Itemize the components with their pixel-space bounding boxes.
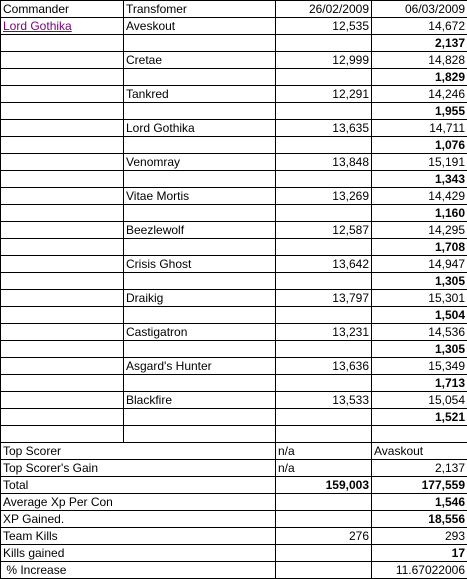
commander-link[interactable]: Lord Gothika xyxy=(3,19,72,33)
cell[interactable] xyxy=(276,341,372,358)
cell[interactable] xyxy=(1,341,124,358)
cell[interactable] xyxy=(276,494,372,511)
top-scorer-c3[interactable]: n/a xyxy=(276,443,372,460)
xp-date-1[interactable]: 12,999 xyxy=(276,52,372,69)
gain-row xyxy=(1,273,467,290)
cell[interactable] xyxy=(276,205,372,222)
total-date-2[interactable]: 177,559 xyxy=(372,477,467,494)
cell[interactable] xyxy=(1,154,124,171)
xp-date-1[interactable]: 13,635 xyxy=(276,120,372,137)
gain-row xyxy=(1,375,467,392)
xp-date-2[interactable]: 14,828 xyxy=(372,52,467,69)
cell[interactable] xyxy=(276,545,372,562)
gain-row xyxy=(1,103,467,120)
cell[interactable] xyxy=(124,273,276,290)
team-kills-date-1[interactable]: 276 xyxy=(276,528,372,545)
transformer-row xyxy=(1,324,467,341)
cell[interactable] xyxy=(1,290,124,307)
top-gain-value[interactable]: 2,137 xyxy=(372,460,467,477)
cell[interactable] xyxy=(1,188,124,205)
percent-value[interactable]: 11.67022006 xyxy=(372,562,467,579)
header-date-2[interactable]: 06/03/2009 xyxy=(372,1,467,18)
header-date-1[interactable]: 26/02/2009 xyxy=(276,1,372,18)
cell[interactable] xyxy=(276,307,372,324)
xp-date-1[interactable]: 13,642 xyxy=(276,256,372,273)
xp-date-2[interactable]: 15,191 xyxy=(372,154,467,171)
kills-gained-row xyxy=(1,545,467,562)
cell[interactable] xyxy=(124,137,276,154)
cell[interactable] xyxy=(1,120,124,137)
gain-row xyxy=(1,69,467,86)
cell[interactable] xyxy=(276,137,372,154)
cell[interactable] xyxy=(124,35,276,52)
transformer-name[interactable]: Draikig xyxy=(124,290,276,307)
data-body xyxy=(1,18,467,426)
total-row xyxy=(1,477,467,494)
transformer-row xyxy=(1,290,467,307)
percent-row xyxy=(1,562,467,579)
cell[interactable] xyxy=(124,375,276,392)
xp-date-1[interactable]: 12,291 xyxy=(276,86,372,103)
cell[interactable] xyxy=(1,273,124,290)
transformer-name[interactable]: Cretae xyxy=(124,52,276,69)
cell[interactable] xyxy=(1,358,124,375)
transformer-row xyxy=(1,120,467,137)
transformer-row xyxy=(1,188,467,205)
cell[interactable] xyxy=(276,562,372,579)
cell[interactable] xyxy=(1,375,124,392)
kills-gained-label[interactable]: Kills gained xyxy=(1,545,276,562)
spacer-row xyxy=(1,426,467,443)
xp-date-2[interactable]: 14,947 xyxy=(372,256,467,273)
cell[interactable] xyxy=(276,409,372,426)
gain-row xyxy=(1,307,467,324)
top-scorer-row xyxy=(1,443,467,460)
cell[interactable] xyxy=(1,103,124,120)
cell[interactable] xyxy=(1,324,124,341)
summary-body xyxy=(1,426,467,579)
cell[interactable] xyxy=(1,69,124,86)
gain-row xyxy=(1,35,467,52)
transformer-row xyxy=(1,154,467,171)
transformer-name[interactable]: Vitae Mortis xyxy=(124,188,276,205)
gain-row xyxy=(1,171,467,188)
xp-date-2[interactable]: 14,536 xyxy=(372,324,467,341)
cell[interactable] xyxy=(276,426,372,443)
transformer-name[interactable]: Lord Gothika xyxy=(124,120,276,137)
xp-gain[interactable]: 1,160 xyxy=(372,205,467,222)
cell[interactable] xyxy=(1,409,124,426)
cell[interactable] xyxy=(124,205,276,222)
cell[interactable] xyxy=(124,341,276,358)
cell[interactable] xyxy=(1,426,124,443)
cell[interactable] xyxy=(124,307,276,324)
transformer-row xyxy=(1,392,467,409)
cell[interactable] xyxy=(124,69,276,86)
cell[interactable] xyxy=(1,171,124,188)
cell[interactable] xyxy=(276,273,372,290)
cell[interactable] xyxy=(276,375,372,392)
cell[interactable] xyxy=(1,205,124,222)
xp-date-1[interactable]: 13,636 xyxy=(276,358,372,375)
transformer-row xyxy=(1,358,467,375)
xp-gained-label[interactable]: XP Gained. xyxy=(1,511,276,528)
cell[interactable] xyxy=(276,35,372,52)
xp-date-1[interactable]: 12,587 xyxy=(276,222,372,239)
team-kills-row xyxy=(1,528,467,545)
cell[interactable] xyxy=(1,392,124,409)
total-date-1[interactable]: 159,003 xyxy=(276,477,372,494)
xp-date-1[interactable]: 13,269 xyxy=(276,188,372,205)
xp-gain[interactable]: 1,305 xyxy=(372,273,467,290)
xp-date-2[interactable]: 14,295 xyxy=(372,222,467,239)
cell[interactable] xyxy=(124,103,276,120)
cell[interactable] xyxy=(124,426,276,443)
xp-date-1[interactable]: 13,231 xyxy=(276,324,372,341)
xp-date-2[interactable]: 15,054 xyxy=(372,392,467,409)
total-label[interactable]: Total xyxy=(1,477,276,494)
top-scorer-label[interactable]: Top Scorer xyxy=(1,443,276,460)
xp-gain[interactable]: 1,305 xyxy=(372,341,467,358)
kills-gained-value[interactable]: 17 xyxy=(372,545,467,562)
commander-cell[interactable] xyxy=(1,18,124,35)
transformer-name[interactable]: Blackfire xyxy=(124,392,276,409)
transformer-row xyxy=(1,52,467,69)
gain-row xyxy=(1,341,467,358)
transformer-name[interactable]: Castigatron xyxy=(124,324,276,341)
transformer-name[interactable]: Tankred xyxy=(124,86,276,103)
cell[interactable] xyxy=(1,52,124,69)
cell[interactable] xyxy=(1,239,124,256)
xp-date-1[interactable]: 13,533 xyxy=(276,392,372,409)
xp-gain[interactable]: 1,076 xyxy=(372,137,467,154)
xp-date-1[interactable]: 12,535 xyxy=(276,18,372,35)
top-gain-c3[interactable]: n/a xyxy=(276,460,372,477)
xp-date-2[interactable]: 14,672 xyxy=(372,18,467,35)
cell[interactable] xyxy=(1,256,124,273)
cell[interactable] xyxy=(372,426,467,443)
xp-date-1[interactable]: 13,848 xyxy=(276,154,372,171)
cell[interactable] xyxy=(124,171,276,188)
xp-gain[interactable]: 1,521 xyxy=(372,409,467,426)
xp-gain[interactable]: 1,955 xyxy=(372,103,467,120)
header-row xyxy=(1,1,467,18)
top-scorer-name[interactable]: Avaskout xyxy=(372,443,467,460)
xp-gain[interactable]: 1,829 xyxy=(372,69,467,86)
top-gain-label[interactable]: Top Scorer's Gain xyxy=(1,460,276,477)
xp-date-2[interactable]: 14,429 xyxy=(372,188,467,205)
team-kills-label[interactable]: Team Kills xyxy=(1,528,276,545)
header-commander[interactable]: Commander xyxy=(1,1,124,18)
xp-date-2[interactable]: 15,349 xyxy=(372,358,467,375)
team-kills-date-2[interactable]: 293 xyxy=(372,528,467,545)
xp-gain[interactable]: 1,713 xyxy=(372,375,467,392)
transformer-name[interactable]: Beezlewolf xyxy=(124,222,276,239)
header-transformer[interactable]: Transfomer xyxy=(124,1,276,18)
xp-gained-row xyxy=(1,511,467,528)
transformer-name[interactable]: Asgard's Hunter xyxy=(124,358,276,375)
transformer-name[interactable]: Crisis Ghost xyxy=(124,256,276,273)
transformer-row xyxy=(1,86,467,103)
xp-date-1[interactable]: 13,797 xyxy=(276,290,372,307)
average-value[interactable]: 1,546 xyxy=(372,494,467,511)
gain-row xyxy=(1,137,467,154)
cell[interactable] xyxy=(124,239,276,256)
cell[interactable] xyxy=(1,137,124,154)
xp-gained-value[interactable]: 18,556 xyxy=(372,511,467,528)
transformer-name[interactable]: Venomray xyxy=(124,154,276,171)
cell[interactable] xyxy=(276,239,372,256)
cell[interactable] xyxy=(276,511,372,528)
percent-label[interactable]: % Increase xyxy=(1,562,276,579)
xp-gain[interactable]: 2,137 xyxy=(372,35,467,52)
transformer-row xyxy=(1,256,467,273)
xp-date-2[interactable]: 14,246 xyxy=(372,86,467,103)
xp-gain[interactable]: 1,708 xyxy=(372,239,467,256)
cell[interactable] xyxy=(276,103,372,120)
xp-date-2[interactable]: 14,711 xyxy=(372,120,467,137)
cell[interactable] xyxy=(1,222,124,239)
transformer-row xyxy=(1,18,467,35)
top-gain-row xyxy=(1,460,467,477)
transformer-name[interactable]: Aveskout xyxy=(124,18,276,35)
cell[interactable] xyxy=(276,69,372,86)
xp-date-2[interactable]: 15,301 xyxy=(372,290,467,307)
cell[interactable] xyxy=(1,307,124,324)
cell[interactable] xyxy=(1,35,124,52)
gain-row xyxy=(1,409,467,426)
cell[interactable] xyxy=(1,86,124,103)
gain-row xyxy=(1,239,467,256)
average-row xyxy=(1,494,467,511)
average-label[interactable]: Average Xp Per Con xyxy=(1,494,276,511)
cell[interactable] xyxy=(124,409,276,426)
cell[interactable] xyxy=(276,171,372,188)
xp-gain[interactable]: 1,343 xyxy=(372,171,467,188)
xp-gain[interactable]: 1,504 xyxy=(372,307,467,324)
transformer-row xyxy=(1,222,467,239)
gain-row xyxy=(1,205,467,222)
